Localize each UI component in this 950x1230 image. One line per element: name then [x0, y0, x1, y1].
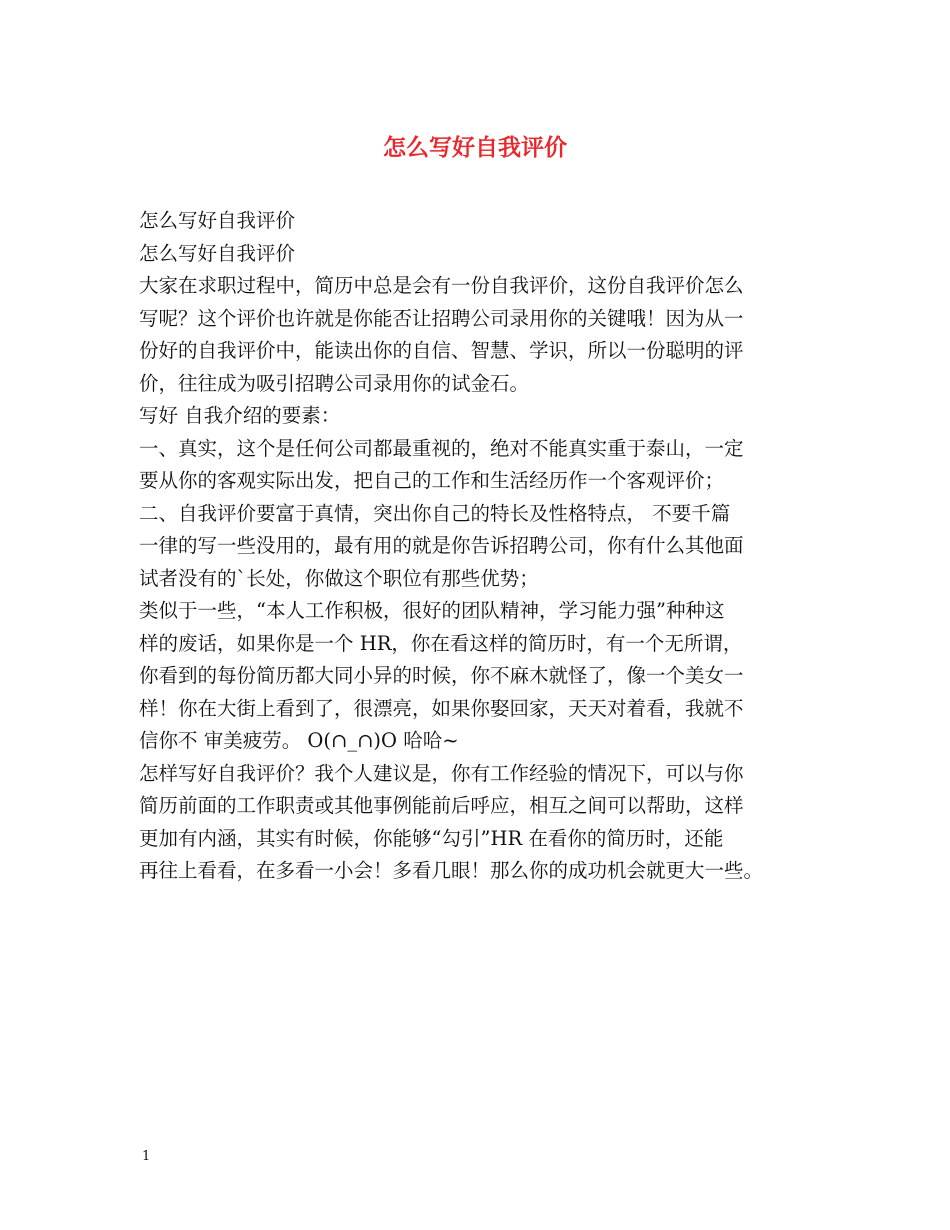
body-line: 二、自我评价要富于真情，突出你自己的特长及性格特点， 不要千篇 — [139, 501, 731, 525]
body-line: 简历前面的工作职责或其他事例能前后呼应，相互之间可以帮助，这样 — [139, 794, 744, 817]
body-line: 怎么写好自我评价 — [139, 241, 296, 265]
body-line: 写呢？这个评价也许就是你能否让招聘公司录用你的关键哦！因为从一 — [139, 306, 744, 330]
body-line: 信你不 审美疲劳。 O(∩_∩)O 哈哈~ — [139, 729, 459, 752]
document-body — [139, 205, 824, 888]
document-title: 怎么写好自我评价 — [383, 134, 567, 161]
body-line: 要从你的客观实际出发，把自己的工作和生活经历作一个客观评价； — [139, 469, 725, 492]
body-line: 价，往往成为吸引招聘公司录用你的试金石。 — [139, 371, 530, 395]
body-line: 样！你在大街上看到了，很漂亮，如果你娶回家，天天对着看，我就不 — [139, 696, 744, 720]
body-line: 一律的写一些没用的，最有用的就是你告诉招聘公司，你有什么其他面 — [139, 534, 744, 557]
page-number: 1 — [142, 1149, 151, 1164]
body-line: 怎么写好自我评价 — [139, 209, 296, 232]
body-line: 类似于一些，“本人工作积极，很好的团队精神，学习能力强”种种这 — [139, 599, 725, 622]
body-line: 一、真实，这个是任何公司都最重视的，绝对不能真实重于泰山，一定 — [139, 436, 744, 460]
body-line: 你看到的每份简历都大同小异的时候，你不麻木就怪了，像一个美女一 — [139, 664, 744, 687]
body-line: 份好的自我评价中，能读出你的自信、智慧、学识，所以一份聪明的评 — [139, 339, 744, 362]
body-line: 大家在求职过程中，简历中总是会有一份自我评价，这份自我评价怎么 — [139, 274, 744, 297]
body-line: 写好 自我介绍的要素： — [139, 404, 341, 427]
body-line: 试者没有的`长处，你做这个职位有那些优势； — [139, 566, 539, 590]
body-line: 再往上看看，在多看一小会！多看几眼！那么你的成功机会就更大一些。 — [139, 859, 764, 882]
body-line: 更加有内涵，其实有时候，你能够“勾引”HR 在看你的简历时，还能 — [139, 826, 724, 850]
body-line: 怎样写好自我评价？我个人建议是，你有工作经验的情况下，可以与你 — [139, 761, 744, 785]
body-line: 样的废话，如果你是一个 HR，你在看这样的简历时，有一个无所谓， — [139, 631, 743, 655]
